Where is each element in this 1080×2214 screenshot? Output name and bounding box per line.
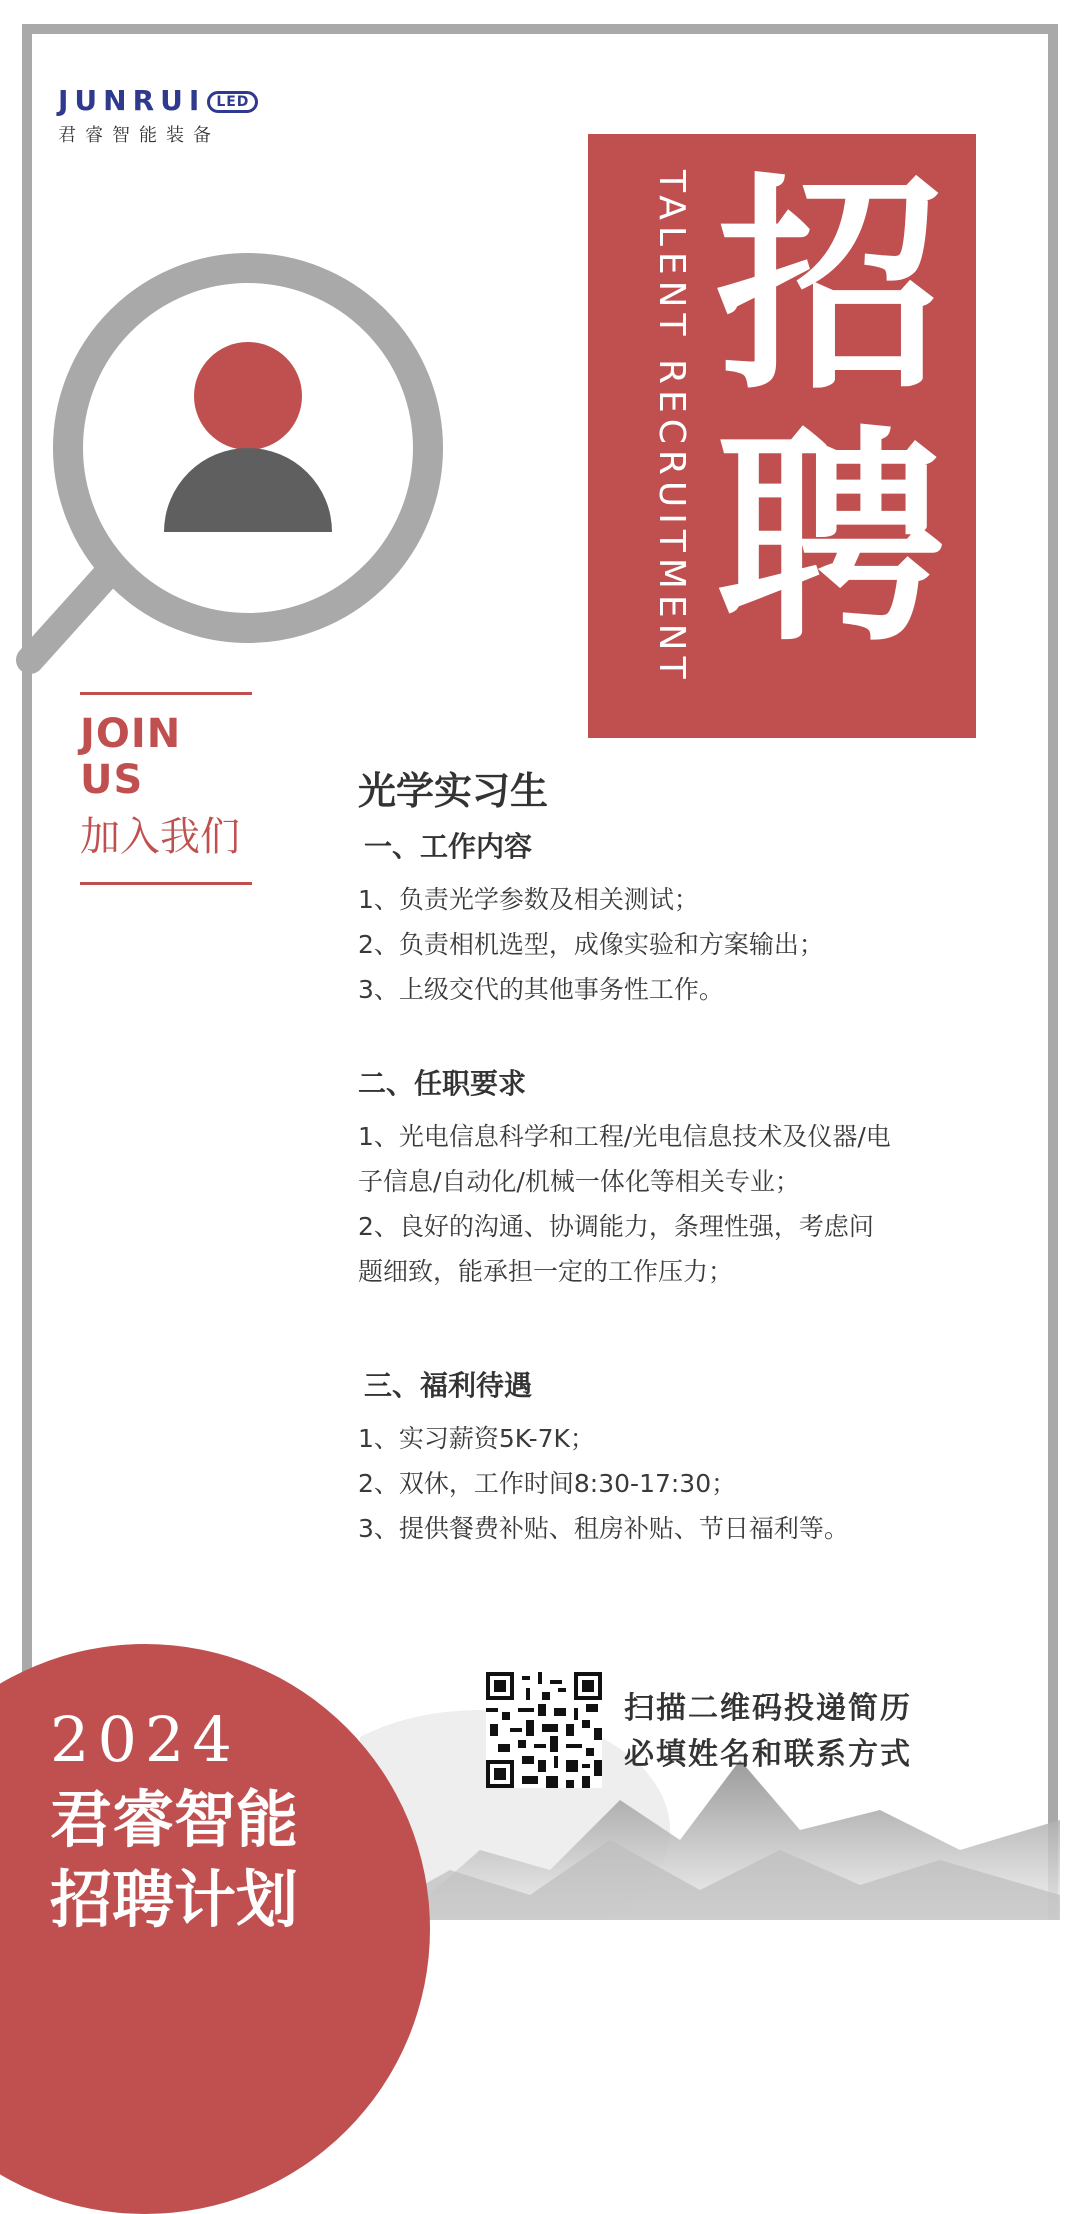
section-heading: 一、工作内容 [364, 830, 533, 863]
footer-line-1: 君睿智能 [50, 1783, 299, 1856]
magnifier-person-icon [0, 220, 460, 700]
qr-instruction-line-1: 扫描二维码投递简历 [624, 1691, 912, 1726]
list-item: 2、双休，工作时间8:30-17:30； [358, 1469, 737, 1498]
job-title: 光学实习生 [358, 769, 549, 813]
logo-badge: LED [207, 91, 258, 113]
divider [80, 882, 252, 885]
join-us-block [80, 692, 252, 885]
logo-wordmark: JUNRUI [58, 84, 206, 117]
list-item: 子信息/自动化/机械一体化等相关专业； [358, 1167, 800, 1196]
list-item: 3、上级交代的其他事务性工作。 [358, 975, 724, 1004]
list-item: 1、光电信息科学和工程/光电信息技术及仪器/电 [358, 1122, 891, 1151]
list-item: 2、负责相机选型，成像实验和方案输出； [358, 930, 824, 959]
list-item: 1、负责光学参数及相关测试； [358, 885, 699, 914]
qr-instructions [624, 1686, 912, 1778]
logo-chinese-name: 君睿智能装备 [58, 125, 220, 146]
title-english: TALENT RECRUITMENT [651, 170, 692, 685]
join-us-chinese: 加入我们 [80, 814, 240, 860]
title-chinese: 招聘 [716, 152, 944, 672]
join-us-english: JOIN US [80, 711, 182, 803]
footer-year: 2024 [50, 1703, 240, 1776]
qr-instruction-line-2: 必填姓名和联系方式 [624, 1737, 912, 1772]
footer-line-2: 招聘计划 [50, 1863, 299, 1936]
divider [80, 692, 252, 695]
company-logo [58, 84, 258, 147]
section-heading: 二、任职要求 [358, 1067, 527, 1100]
list-item: 2、良好的沟通、协调能力，条理性强，考虑问 [358, 1212, 874, 1241]
footer-headline [50, 1700, 298, 1940]
list-item: 题细致，能承担一定的工作压力； [358, 1257, 734, 1286]
section-heading: 三、福利待遇 [364, 1369, 533, 1402]
list-item: 3、提供餐费补贴、租房补贴、节日福利等。 [358, 1514, 849, 1543]
list-item: 1、实习薪资5K-7K； [358, 1424, 595, 1453]
job-description [358, 760, 998, 1551]
qr-code-icon[interactable] [486, 1672, 602, 1788]
